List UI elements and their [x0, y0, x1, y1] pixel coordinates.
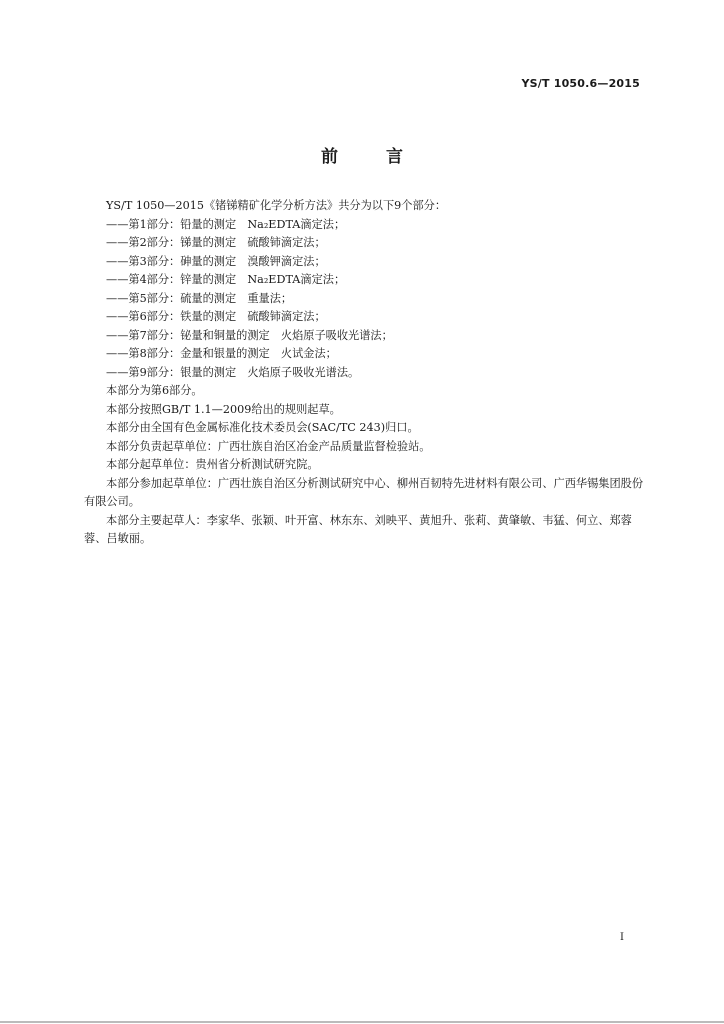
part-list-item-6: ——第6部分：铁量的测定 硫酸铈滴定法；	[106, 310, 326, 323]
title-char-1: 前	[321, 147, 338, 167]
page-number: I	[620, 932, 624, 943]
document-code: YS/T 1050.6—2015	[521, 77, 640, 90]
part-list-item-1: ——第1部分：铅量的测定 Na₂EDTA滴定法；	[106, 217, 346, 231]
part-list-item-5: ——第5部分：硫量的测定 重量法；	[106, 291, 293, 305]
part-list-item-4: ——第4部分：锌量的测定 Na₂EDTA滴定法；	[106, 273, 346, 286]
part-list-item-8: ——第8部分：金量和银量的测定 火试金法；	[106, 347, 337, 360]
part-list-item-3: ——第3部分：砷量的测定 溴酸钾滴定法；	[106, 254, 326, 268]
document-body	[84, 197, 644, 549]
main-drafters-paragraph: 本部分主要起草人：李家华、张颖、叶开富、林东东、刘映平、黄旭升、张莉、黄肇敏、韦猛、何立、郑蓉蓉、吕敏丽。	[84, 513, 632, 545]
drafting-unit-paragraph: 本部分起草单位：贵州省分析测试研究院。	[106, 458, 319, 471]
bottom-divider	[0, 1021, 724, 1023]
participating-units-paragraph: 本部分参加起草单位：广西壮族自治区分析测试研究中心、柳州百韧特先进材料有限公司、广西华锡集团股份有限公司。	[84, 476, 644, 508]
responsible-drafter-paragraph: 本部分负责起草单位：广西壮族自治区冶金产品质量监督检验站。	[106, 439, 431, 453]
page-title	[0, 142, 724, 167]
drafting-rules-paragraph: 本部分按照GB/T 1.1—2009给出的规则起草。	[106, 402, 341, 416]
title-char-2: 言	[386, 147, 403, 167]
part-number-paragraph: 本部分为第6部分。	[106, 384, 203, 397]
committee-paragraph: 本部分由全国有色金属标准化技术委员会(SAC/TC 243)归口。	[106, 421, 419, 434]
part-list-item-7: ——第7部分：铋量和铜量的测定 火焰原子吸收光谱法；	[106, 328, 393, 342]
part-list-item-2: ——第2部分：锑量的测定 硫酸铈滴定法；	[106, 236, 326, 249]
part-list-item-9: ——第9部分：银量的测定 火焰原子吸收光谱法。	[106, 365, 360, 379]
intro-paragraph: YS/T 1050—2015《锗锑精矿化学分析方法》共分为以下9个部分：	[106, 199, 447, 212]
